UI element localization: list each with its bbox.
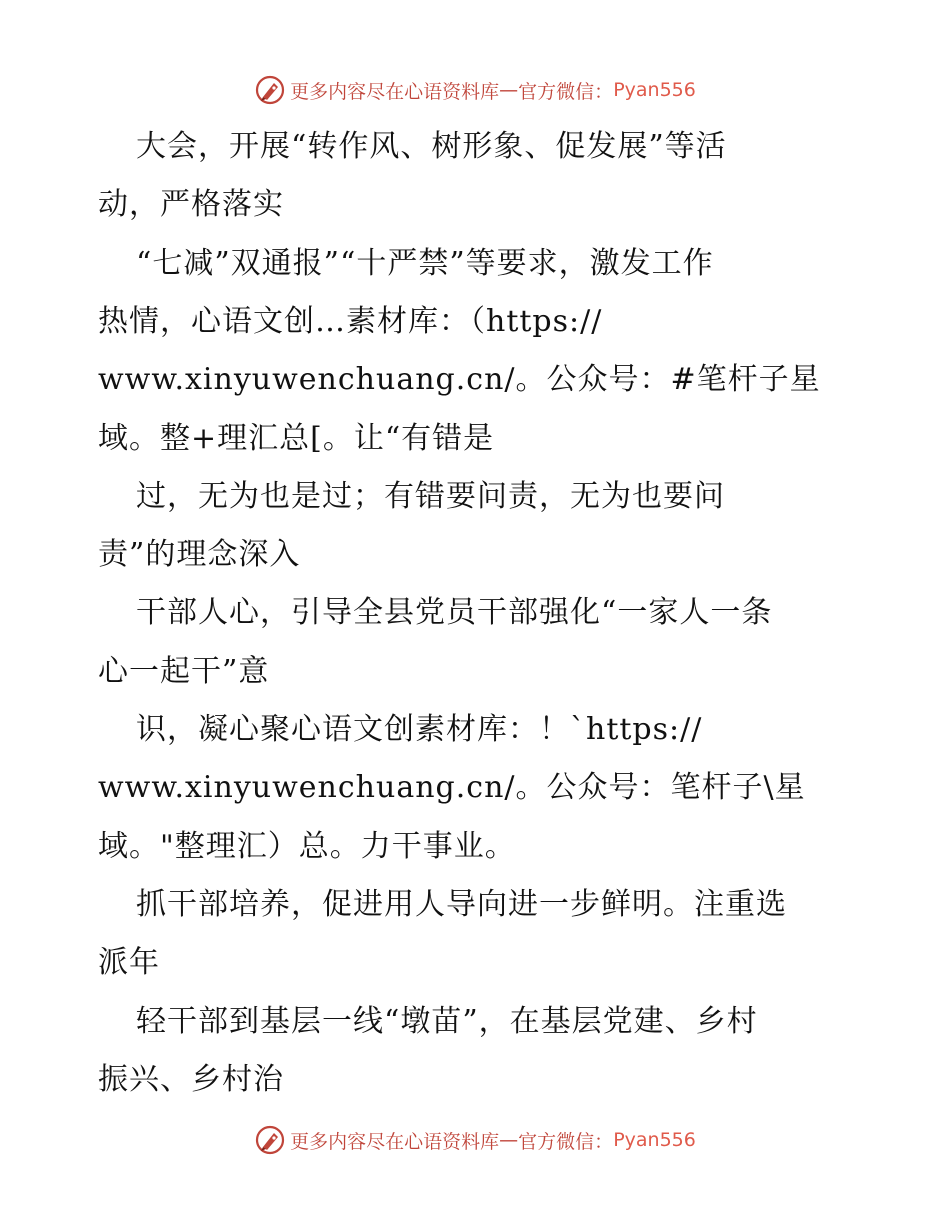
text-line: 识，凝心聚心语文创素材库：！`https:// [136, 712, 703, 747]
text-line: 振兴、乡村治 [98, 1061, 284, 1097]
watermark-brand: 更多内容尽在心语资料库 [290, 1130, 500, 1153]
watermark-account: Pyan556 [613, 79, 696, 101]
text-line: www.xinyuwenchuang.cn/。公众号：笔杆子\星 [98, 770, 806, 806]
header-watermark [0, 72, 950, 108]
footer-watermark [0, 1122, 950, 1158]
watermark-dash: — [499, 79, 519, 101]
text-line: 域。整+理汇总[。让“有错是 [98, 420, 495, 456]
pen-nib-logo-icon [254, 1124, 286, 1156]
pen-nib-logo-icon [254, 74, 286, 106]
text-line: 轻干部到基层一线“墩苗”，在基层党建、乡村 [136, 1003, 758, 1039]
text-line: 心一起干”意 [98, 653, 270, 689]
watermark-official-label: 官方微信： [518, 1130, 614, 1153]
text-line: 大会，开展“转作风、树形象、促发展”等活 [136, 129, 727, 164]
text-line: 动，严格落实 [98, 187, 284, 223]
text-line: 抓干部培养，促进用人导向进一步鲜明。注重选 [136, 886, 787, 922]
watermark-dash: — [499, 1129, 519, 1151]
text-line: www.xinyuwenchuang.cn/。公众号：#笔杆子星 [98, 362, 821, 398]
text-line: 责”的理念深入 [98, 537, 301, 573]
text-line: “七减”双通报”“十严禁”等要求，激发工作 [136, 245, 714, 281]
watermark-official-label: 官方微信： [518, 80, 614, 103]
text-line: 干部人心，引导全县党员干部强化“一家人一条 [136, 595, 773, 631]
text-line: 域。"整理汇）总。力干事业。 [98, 828, 516, 864]
watermark-account: Pyan556 [613, 1129, 696, 1151]
text-line: 过，无为也是过；有错要问责，无为也要问 [136, 478, 725, 514]
text-line: 派年 [98, 945, 160, 981]
text-line: 热情，心语文创…素材库：（https:// [98, 303, 603, 339]
watermark-brand: 更多内容尽在心语资料库 [290, 80, 500, 103]
